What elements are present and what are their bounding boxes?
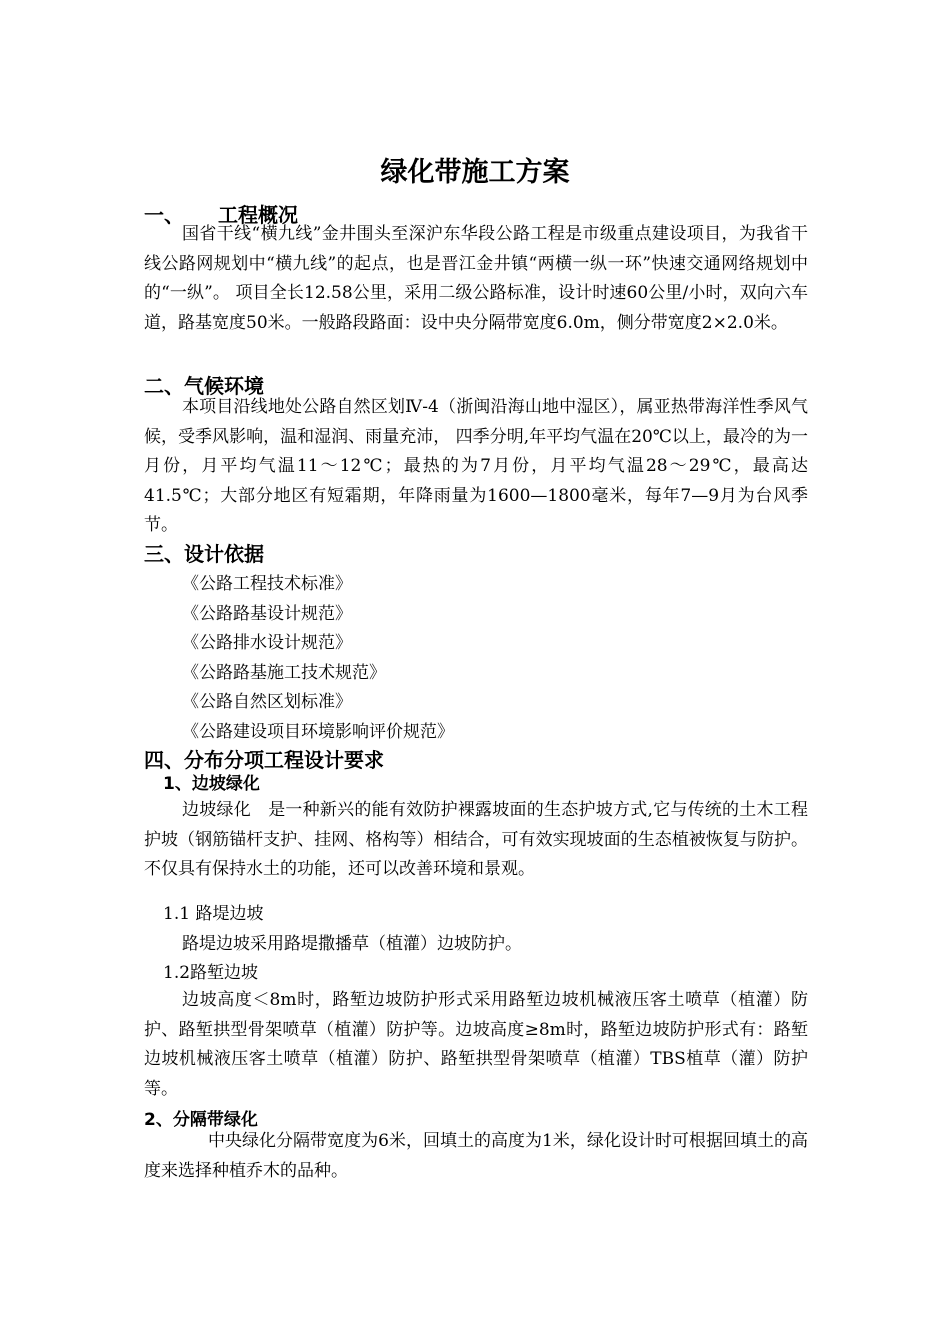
section-2-paragraph: 本项目沿线地处公路自然区划Ⅳ-4（浙闽沿海山地中湿区），属亚热带海洋性季风气候，受季风影响，温和湿润、雨量充沛， 四季分明,年平均气温在20℃以上，最冷的为一月份，月平均气温11～12℃；最热的为7月份，月平均气温28～29℃，最高达41.5℃；大部分地区有短霜期，年降雨量为1600—1800毫米，每年7—9月为台风季节。 bbox=[144, 397, 808, 535]
subsection-1-1-heading: 1.1 路堤边坡 bbox=[163, 904, 264, 924]
document-title: 绿化带施工方案 bbox=[380, 157, 570, 188]
reference-item: 《公路路基施工技术规范》 bbox=[182, 662, 386, 683]
section-1-paragraph: 国省干线“横九线”金井围头至深沪东华段公路工程是市级重点建设项目，为我省干线公路网规划中“横九线”的起点，也是晋江金井镇“两横一纵一环”快速交通网络规划中的“一纵”。 项目全长12.58公里，采用二级公路标准，设计时速60公里/小时，双向六车道，路基宽度50米。一般路段路面：设中央分隔带宽度6.0m，侧分带宽度2×2.0米。 bbox=[144, 224, 808, 333]
subsection-1-2-heading: 1.2路堑边坡 bbox=[163, 963, 259, 983]
reference-item: 《公路自然区划标准》 bbox=[182, 692, 352, 712]
subsection-1-1-paragraph: 路堤边坡采用路堤撒播草（植灌）边坡防护。 bbox=[182, 934, 522, 954]
subsection-1-heading: 1、边坡绿化 bbox=[163, 774, 260, 794]
section-3-heading: 三、设计依据 bbox=[144, 542, 264, 566]
section-1-title: 工程概况 bbox=[218, 203, 298, 227]
reference-item: 《公路建设项目环境影响评价规范》 bbox=[182, 721, 454, 742]
subsection-1-2-paragraph: 边坡高度＜8m时，路堑边坡防护形式采用路堑边坡机械液压客土喷草（植灌）防护、路堑拱型骨架喷草（植灌）防护等。边坡高度≥8m时，路堑边坡防护形式有：路堑边坡机械液压客土喷草（植灌）防护、路堑拱型骨架喷草（植灌）TBS植草（灌）防护等。 bbox=[144, 990, 808, 1099]
subsection-2-heading: 2、分隔带绿化 bbox=[144, 1110, 258, 1130]
section-4-heading: 四、分布分项工程设计要求 bbox=[144, 748, 384, 772]
subsection-1-paragraph: 边坡绿化 是一种新兴的能有效防护裸露坡面的生态护坡方式,它与传统的土木工程护坡（钢筋锚杆支护、挂网、格构等）相结合，可有效实现坡面的生态植被恢复与防护。不仅具有保持水土的功能，还可以改善环境和景观。 bbox=[144, 800, 808, 879]
subsection-2-paragraph: 中央绿化分隔带宽度为6米，回填土的高度为1米，绿化设计时可根据回填土的高度来选择种植乔木的品种。 bbox=[144, 1131, 808, 1181]
section-1-number: 一、 bbox=[144, 203, 184, 227]
reference-list bbox=[182, 570, 454, 747]
section-2-heading: 二、气候环境 bbox=[144, 374, 264, 398]
reference-item: 《公路工程技术标准》 bbox=[182, 574, 352, 594]
reference-item: 《公路路基设计规范》 bbox=[182, 603, 352, 624]
reference-item: 《公路排水设计规范》 bbox=[182, 633, 352, 653]
